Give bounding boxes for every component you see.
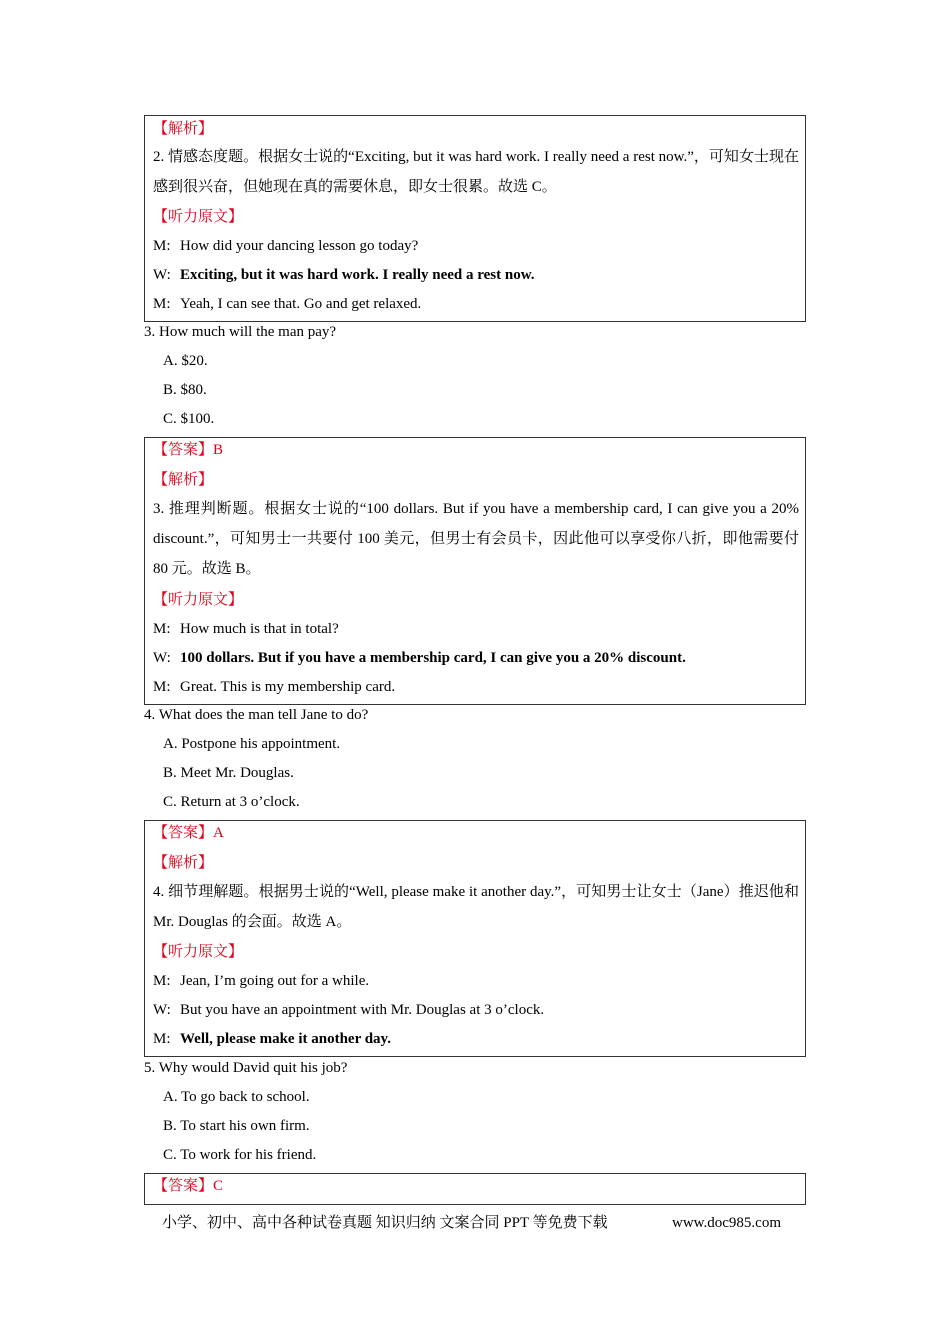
analysis-heading: 【解析】 bbox=[153, 121, 214, 137]
footer-text: 小学、初中、高中各种试卷真题 知识归纳 文案合同 PPT 等免费下载 bbox=[162, 1215, 608, 1231]
speaker-text: Great. This is my membership card. bbox=[180, 679, 396, 695]
transcript-line bbox=[153, 236, 799, 256]
answer-label: 【答案】B bbox=[153, 442, 224, 458]
transcript-heading: 【听力原文】 bbox=[153, 592, 244, 608]
speaker-text: How much is that in total? bbox=[180, 621, 339, 637]
speaker-label: W: bbox=[153, 1002, 171, 1018]
answer-label: 【答案】C bbox=[153, 1178, 224, 1194]
option-c: C. To work for his friend. bbox=[163, 1147, 317, 1163]
analysis-heading: 【解析】 bbox=[153, 855, 214, 871]
answer-box-q5 bbox=[144, 1173, 806, 1205]
option-b: B. To start his own firm. bbox=[163, 1118, 310, 1134]
transcript-line bbox=[153, 971, 799, 991]
speaker-text: How did your dancing lesson go today? bbox=[180, 238, 419, 254]
option-a: A. $20. bbox=[163, 353, 208, 369]
speaker-label: M: bbox=[153, 296, 171, 312]
answer-box-q2 bbox=[144, 115, 806, 322]
option-c: C. Return at 3 o’clock. bbox=[163, 794, 300, 810]
footer-url[interactable]: www.doc985.com bbox=[672, 1215, 782, 1231]
option-c: C. $100. bbox=[163, 411, 215, 427]
speaker-label: M: bbox=[153, 1031, 171, 1047]
transcript-heading: 【听力原文】 bbox=[153, 944, 244, 960]
analysis-text: 4. 细节理解题。根据男士说的“Well, please make it another day.”，可知男士让女士（Jane）推迟他和 Mr. Douglas 的会面。故选 A。 bbox=[153, 884, 799, 930]
option-a: A. To go back to school. bbox=[163, 1089, 310, 1105]
option-b: B. Meet Mr. Douglas. bbox=[163, 765, 294, 781]
speaker-text: But you have an appointment with Mr. Douglas at 3 o’clock. bbox=[180, 1002, 545, 1018]
speaker-label: W: bbox=[153, 267, 171, 283]
page-footer bbox=[162, 1213, 782, 1233]
transcript-line bbox=[153, 1029, 799, 1049]
transcript-line bbox=[153, 294, 799, 314]
option-b: B. $80. bbox=[163, 382, 207, 398]
analysis-text: 3. 推理判断题。根据女士说的“100 dollars. But if you have a membership card, I can give you a 20% discount.”，可知男士一共要付 100 美元，但男士有会员卡，因此他可以享受你八折，即他需要付 80 元。故选 B。 bbox=[153, 501, 799, 577]
analysis-text: 2. 情感态度题。根据女士说的“Exciting, but it was hard work. I really need a rest now.”，可知女士现在感到很兴奋，但她现在真的需要休息，即女士很累。故选 C。 bbox=[153, 149, 799, 195]
transcript-line bbox=[153, 648, 799, 668]
speaker-text: Jean, I’m going out for a while. bbox=[180, 973, 370, 989]
option-a: A. Postpone his appointment. bbox=[163, 736, 341, 752]
transcript-line bbox=[153, 619, 799, 639]
answer-box-q3 bbox=[144, 437, 806, 705]
key-sentence: 100 dollars. But if you have a membership card, I can give you a 20% discount. bbox=[180, 650, 686, 666]
speaker-label: M: bbox=[153, 973, 171, 989]
answer-box-q4 bbox=[144, 820, 806, 1057]
speaker-text: Yeah, I can see that. Go and get relaxed. bbox=[180, 296, 422, 312]
transcript-line bbox=[153, 265, 799, 285]
speaker-label: M: bbox=[153, 621, 171, 637]
question-5: 5. Why would David quit his job? bbox=[144, 1060, 348, 1076]
transcript-heading: 【听力原文】 bbox=[153, 209, 244, 225]
speaker-label: M: bbox=[153, 679, 171, 695]
transcript-line bbox=[153, 1000, 799, 1020]
speaker-label: M: bbox=[153, 238, 171, 254]
analysis-heading: 【解析】 bbox=[153, 472, 214, 488]
question-3: 3. How much will the man pay? bbox=[144, 324, 337, 340]
question-4: 4. What does the man tell Jane to do? bbox=[144, 707, 369, 723]
answer-label: 【答案】A bbox=[153, 825, 224, 841]
speaker-label: W: bbox=[153, 650, 171, 666]
key-sentence: Well, please make it another day. bbox=[180, 1031, 391, 1047]
transcript-line bbox=[153, 677, 799, 697]
key-sentence: Exciting, but it was hard work. I really need a rest now. bbox=[180, 267, 535, 283]
